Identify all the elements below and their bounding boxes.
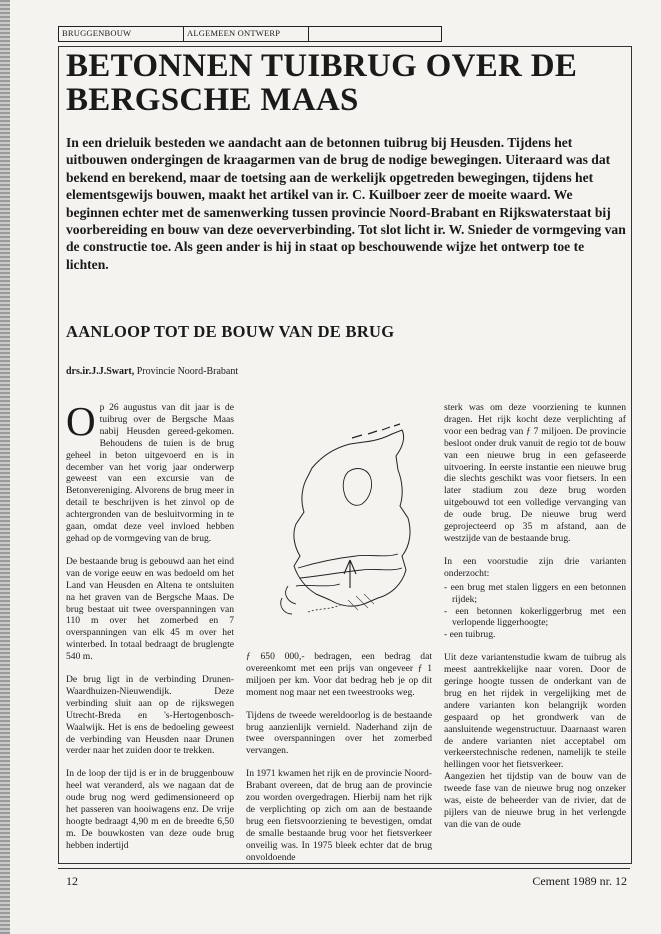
map-boundary bbox=[308, 604, 342, 612]
variants-list bbox=[444, 582, 626, 642]
paragraph: In een voorstudie zijn drie varianten onderzocht: bbox=[444, 555, 626, 579]
map-ijsselmeer bbox=[343, 469, 371, 506]
netherlands-map bbox=[252, 408, 432, 638]
list-item: - een betonnen kokerliggerbrug met een verlopende liggerhoogte; bbox=[444, 605, 626, 629]
section-tab-algemeen-ontwerp: ALGEMEEN ONTWERP bbox=[184, 27, 309, 41]
lead-paragraph: In een drieluik besteden we aandacht aan de betonnen tuibrug bij Heusden. Tijdens het uitbouwen ondergingen de kraagarmen van de brug de nodige bewegingen. Uiteraard was dat bekend en berekend, maar de toetsing aan de werkelijk opgetreden bewegingen, tijdens het elementsgewijs bouwen, maakt het artikel van ir. C. Kuilboer zeer de moeite waard. We beginnen echter met de samenwerking tussen provincie Noord-Brabant en Rijkswaterstaat bij voorbereiding en bouw van deze oeververbinding. Tot slot licht ir. W. Snieder de vormgeving van de constructie toe. Als geen ander is hij in staat op beschouwende wijze het ontwerp toe te lichten. bbox=[66, 135, 626, 272]
drop-cap: O bbox=[66, 398, 96, 444]
paragraph: sterk was om deze voorziening te kunnen dragen. Het rijk kocht deze verplichting af voor een bedrag van ƒ 7 miljoen. De provincie besloot onder druk vanuit de regio tot de bouw van een nieuwe brug in een gefaseerde uitvoering. In eerste instantie een nieuwe brug die slechts geschikt was voor fietsers. In een later stadium zou deze brug worden uitgebouwd tot een volledige vervanging van de oude brug. De nieuwe brug werd geprojecteerd op 35 m afstand, aan de westzijde van de bestaande brug. bbox=[444, 402, 626, 544]
map-coastline bbox=[294, 430, 410, 606]
list-item: - een brug met stalen liggers en een betonnen rijdek; bbox=[444, 581, 626, 605]
map-zeeland-estuaries bbox=[281, 586, 296, 614]
section-header bbox=[58, 26, 442, 42]
paragraph bbox=[66, 398, 234, 545]
page-number: 12 bbox=[66, 874, 78, 888]
paragraph: In de loop der tijd is er in de bruggenbouw heel wat veranderd, als we nagaan dat de oude brug nog werd gedimensioneerd op het passeren van hooiwagens enz. De vrije hoogte bedraagt 4,90 m en de breedte 6,50 m. De bouwkosten van deze oude brug hebben indertijd bbox=[66, 768, 234, 851]
byline-author: drs.ir.J.J.Swart, bbox=[66, 366, 135, 377]
text-column-3 bbox=[444, 402, 626, 842]
paragraph: De brug ligt in de verbinding Drunen-Waardhuizen-Nieuwendijk. Deze verbinding sluit aan op de rijkswegen Utrecht-Breda en 's-Hertogenbosch-Waalwijk. Het is ens de bedoeling geweest de verbinding van Heusden naar Drunen verder naar het zuiden door te trekken. bbox=[66, 674, 234, 757]
map-location-arrow bbox=[344, 560, 356, 588]
list-item: - een tuibrug. bbox=[444, 629, 496, 641]
article-title: BETONNEN TUIBRUG OVER DE BERGSCHE MAAS bbox=[66, 48, 578, 118]
paragraph: De bestaande brug is gebouwd aan het eind van de vorige eeuw en was bedoeld om het Land van Heusden en Altena te ontsluiten na het graven van de Bergsche Maas. De brug bestaat uit twee overspanningen van 110 m over het zomerbed en 7 overspanningen van elk 45 m over het winterbed. In totaal bedraagt de bruglengte 540 m. bbox=[66, 555, 234, 663]
section-title: AANLOOP TOT DE BOUW VAN DE BRUG bbox=[66, 322, 395, 341]
paragraph: Uit deze variantenstudie kwam de tuibrug als meest aantrekkelijke naar voren. Door de geringe hoogte tussen de onderkant van de brug en het rijdek in vergelijking met de andere varianten kon belangrijk worden gespaard op het grondwerk van de aansluitende wegenstructuur. Daarnaast waren de andere varianten niet acceptabel om verkeerstechnische redenen, namelijk te steile hellingen voor het fietsverkeer. bbox=[444, 652, 626, 771]
map-rivers bbox=[296, 554, 402, 586]
byline-affiliation: Provincie Noord-Brabant bbox=[136, 366, 239, 377]
footer-rule bbox=[58, 868, 630, 869]
paragraph: In 1971 kwamen het rijk en de provincie Noord-Brabant overeen, dat de brug aan de provincie zou worden overgedragen. Hierbij nam het rijk de verplichting op zich om aan de bestaande brug een fietsvoorziening te bevestigen, omdat de smalle bestaande brug voor het fietsverkeer onveilig was. In 1975 bleek echter dat de brug onvoldoende bbox=[246, 768, 432, 863]
byline bbox=[66, 366, 238, 377]
map-province-hatch bbox=[348, 594, 374, 610]
text-column-1 bbox=[66, 398, 234, 863]
map-wadden-islands bbox=[352, 424, 400, 438]
paragraph: ƒ 650 000,- bedragen, een bedrag dat overeenkomt met een prijs van ongeveer ƒ 1 miljoen per km. Voor dat bedrag heb je op dit moment nog maar net een tweestrooks weg. bbox=[246, 651, 432, 698]
paragraph: Aangezien het tijdstip van de bouw van de tweede fase van de nieuwe brug nog onzeker was, eiste de beheerder van de rivier, dat de pijlers van de nieuwe brug in het verlengde van die van de oude bbox=[444, 771, 626, 830]
text-column-2 bbox=[246, 651, 432, 875]
journal-reference: Cement 1989 nr. 12 bbox=[532, 874, 627, 888]
paragraph-text: p 26 augustus van dit jaar is de tuibrug over de Bergsche Maas nabij Heusden gereed-gekomen. Behoudens de tuien is de brug geheel in beton uitgevoerd en is in december van het vorig jaar onderwerp geweest van een excursie van de Betonvereniging. Alvorens de brug meer in detail te beschrijven is het zinvol op de achtergronden van de besluitvorming in te gaan, omdat deze veel invloed hebben gehad op de vormgeving van de brug. bbox=[66, 402, 234, 544]
scan-edge bbox=[0, 0, 10, 934]
section-tab-empty bbox=[309, 27, 441, 41]
section-tab-bruggenbouw: BRUGGENBOUW bbox=[59, 27, 184, 41]
paragraph: Tijdens de tweede wereldoorlog is de bestaande brug aanzienlijk vernield. Naderhand zijn de twee overspanningen over het zomerbed vervangen. bbox=[246, 709, 432, 757]
